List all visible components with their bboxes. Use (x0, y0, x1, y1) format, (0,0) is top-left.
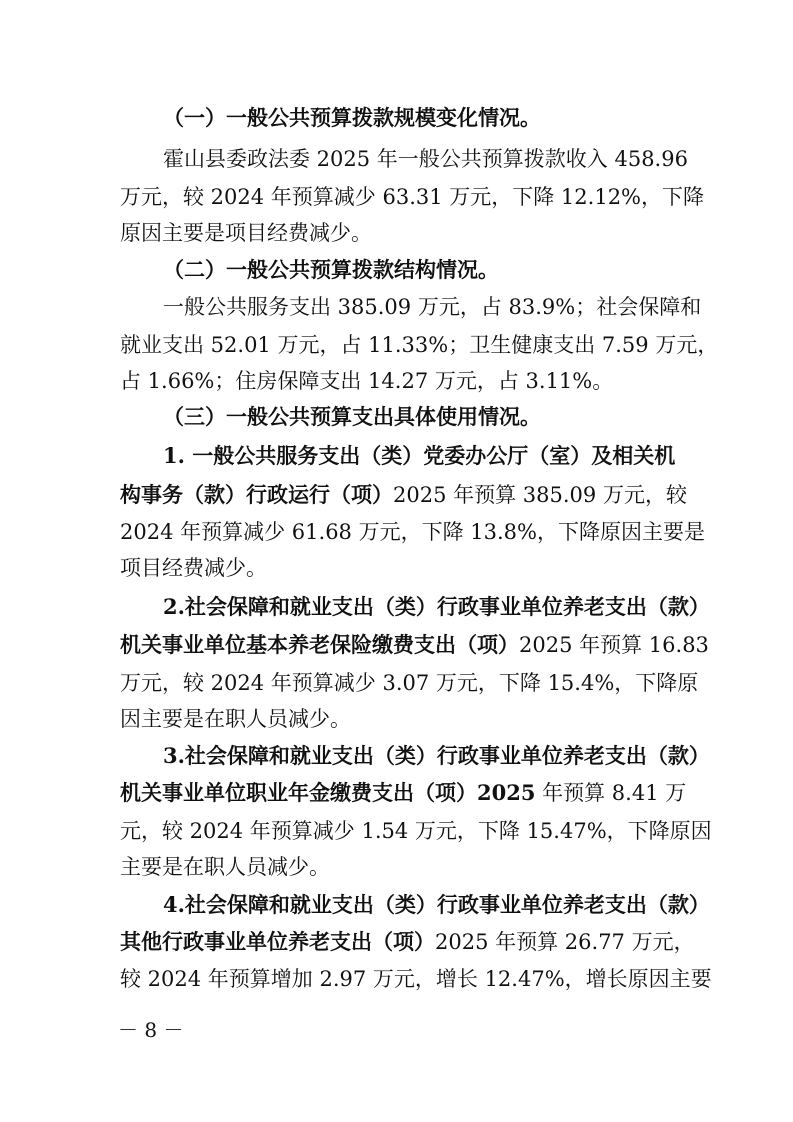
text-line-mixed (120, 780, 687, 806)
text-line: 万元，较 2024 年预算减少 3.07 万元，下降 15.4%，下降原 (120, 671, 699, 695)
section-heading-2: （二）一般公共预算拨款结构情况。 (163, 257, 499, 282)
regular-segment: 2025 年预算 385.09 万元，较 (393, 483, 687, 507)
text-line: 霍山县委政法委 2025 年一般公共预算拨款收入 458.96 (163, 147, 688, 171)
item-heading-3: 3.社会保障和就业支出（类）行政事业单位养老支出（款） (163, 743, 710, 768)
text-line: 项目经费减少。 (120, 556, 267, 580)
text-line: 2024 年预算减少 61.68 万元，下降 13.8%，下降原因主要是 (120, 520, 705, 544)
bold-segment: 机关事业单位基本养老保险缴费支出（项） (120, 632, 519, 657)
item-heading-1: 1. 一般公共服务支出（类）党委办公厅（室）及相关机 (163, 443, 676, 468)
text-line: 主要是在职人员减少。 (120, 855, 330, 879)
text-line: 因主要是在职人员减少。 (120, 707, 351, 731)
item-heading-2: 2.社会保障和就业支出（类）行政事业单位养老支出（款） (163, 594, 710, 619)
bold-segment: 机关事业单位职业年金缴费支出（项）2025 (120, 780, 536, 805)
text-line: 元，较 2024 年预算减少 1.54 万元，下降 15.47%，下降原因 (120, 819, 712, 843)
regular-segment: 2025 年预算 16.83 (519, 633, 709, 657)
text-line-mixed (120, 482, 687, 508)
page-number: － 8 － (118, 1018, 184, 1042)
text-line: 就业支出 52.01 万元，占 11.33%；卫生健康支出 7.59 万元， (120, 333, 719, 357)
section-heading-3: （三）一般公共预算支出具体使用情况。 (163, 404, 541, 429)
text-line: 原因主要是项目经费减少。 (120, 221, 372, 245)
text-line-mixed (120, 929, 695, 955)
bold-segment: 其他行政事业单位养老支出（项） (120, 929, 435, 954)
section-heading-1: （一）一般公共预算拨款规模变化情况。 (163, 105, 541, 130)
regular-segment: 2025 年预算 26.77 万元， (435, 930, 695, 954)
bold-segment: 构事务（款）行政运行（项） (120, 482, 393, 507)
regular-segment: 年预算 8.41 万 (535, 781, 687, 805)
text-line-mixed (120, 632, 709, 658)
text-line: 占 1.66%；住房保障支出 14.27 万元，占 3.11%。 (120, 369, 614, 393)
text-line: 一般公共服务支出 385.09 万元，占 83.9%；社会保障和 (163, 295, 702, 319)
item-heading-4: 4.社会保障和就业支出（类）行政事业单位养老支出（款） (163, 892, 710, 917)
text-line: 万元，较 2024 年预算减少 63.31 万元，下降 12.12%，下降 (120, 185, 705, 209)
text-line: 较 2024 年预算增加 2.97 万元，增长 12.47%，增长原因主要 (120, 967, 712, 991)
